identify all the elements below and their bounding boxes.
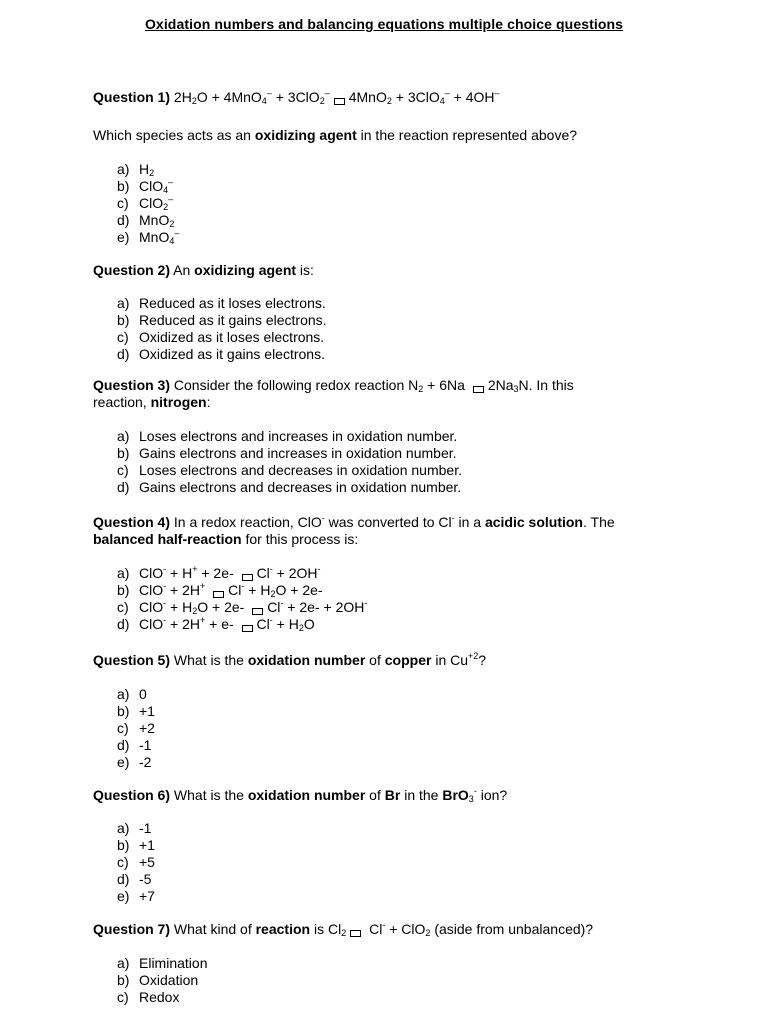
- question-1-equation: Question 1) $2H_2O + 4MnO_4^‒ + 3ClO_2^‒$ 4MnO$_2$ + 3ClO$_4$‒ + 4OH‒: [93, 88, 500, 106]
- list-item: b) Oxidation: [117, 972, 199, 988]
- list-item: d) -1: [117, 737, 152, 753]
- list-item: b) +1: [117, 837, 155, 853]
- question-6-options: [117, 820, 677, 905]
- list-item: a) -1: [117, 820, 152, 836]
- reaction-arrow-icon: [473, 386, 484, 393]
- list-item: e) -2: [117, 754, 152, 770]
- list-item: b) +1: [117, 703, 155, 719]
- list-item: c) ClO$_2$‒: [117, 194, 174, 212]
- question-label: Question 1): [93, 89, 171, 105]
- list-item: d) MnO$_2$: [117, 212, 175, 229]
- reaction-arrow-icon: [242, 574, 253, 581]
- reaction-arrow-icon: [334, 98, 345, 105]
- page-title: Oxidation numbers and balancing equations multiple choice questions: [144, 16, 624, 32]
- list-item: d) ClO- + 2H+ + e- $Cl^- + H_2O$: [117, 615, 315, 633]
- question-7: Question 7) What kind of reaction is $Cl_2$ Cl- + ClO$_2$ (aside from unbalanced)?: [93, 920, 594, 938]
- question-6: Question 6) What is the oxidation number of Br in the BrO$_3$- ion?: [93, 786, 508, 804]
- list-item: c) Redox: [117, 989, 180, 1005]
- list-item: a) Reduced as it loses electrons.: [117, 295, 326, 311]
- list-item: a) $H_2$: [117, 161, 155, 178]
- reaction-arrow-icon: [350, 930, 361, 937]
- question-2-options: [117, 295, 677, 363]
- list-item: e) MnO$_4$‒: [117, 228, 180, 246]
- list-item: a) Loses electrons and increases in oxidation number.: [117, 428, 458, 444]
- question-5: Question 5) What is the oxidation number of copper in $Cu^{+2}$?: [93, 651, 487, 668]
- question-4: Question 4) In a redox reaction, ClO- was converted to Cl- in a acidic solution. The balanced half-reaction for this process is:: [93, 513, 615, 547]
- question-3: Question 3) Consider the following redox reaction $N_2 + 6Na$ $2Na_3N$. In this reaction, nitrogen:: [93, 377, 574, 410]
- question-5-options: [117, 686, 677, 771]
- list-item: a) 0: [117, 686, 147, 702]
- reaction-arrow-icon: [252, 608, 263, 615]
- list-item: a) Elimination: [117, 955, 208, 971]
- question-1-prompt: Which species acts as an oxidizing agent in the reaction represented above?: [93, 127, 578, 143]
- list-item: c) +5: [117, 854, 155, 870]
- list-item: d) Gains electrons and decreases in oxidation number.: [117, 479, 462, 495]
- list-item: d) Oxidized as it gains electrons.: [117, 346, 325, 362]
- list-item: c) +2: [117, 720, 155, 736]
- list-item: c) $ClO^- + H_2O + 2e-$ Cl- + 2e- + 2OH-: [117, 598, 368, 616]
- question-1-options: [117, 161, 677, 246]
- list-item: d) -5: [117, 871, 152, 887]
- list-item: a) ClO- + H+ + 2e- Cl- + 2OH-: [117, 564, 321, 581]
- list-item: b) Reduced as it gains electrons.: [117, 312, 327, 328]
- list-item: b) ClO- + 2H+ $Cl^- + H_2O + 2e-$: [117, 581, 323, 599]
- list-item: e) +7: [117, 888, 155, 904]
- reaction-arrow-icon: [242, 625, 253, 632]
- list-item: b) ClO$_4$‒: [117, 177, 174, 195]
- question-2: Question 2) An oxidizing agent is:: [93, 262, 314, 278]
- question-4-options: [117, 565, 677, 633]
- question-7-options: [117, 955, 677, 1006]
- list-item: b) Gains electrons and increases in oxidation number.: [117, 445, 457, 461]
- question-3-options: [117, 428, 677, 496]
- list-item: c) Oxidized as it loses electrons.: [117, 329, 325, 345]
- list-item: c) Loses electrons and decreases in oxidation number.: [117, 462, 462, 478]
- reaction-arrow-icon: [213, 591, 224, 598]
